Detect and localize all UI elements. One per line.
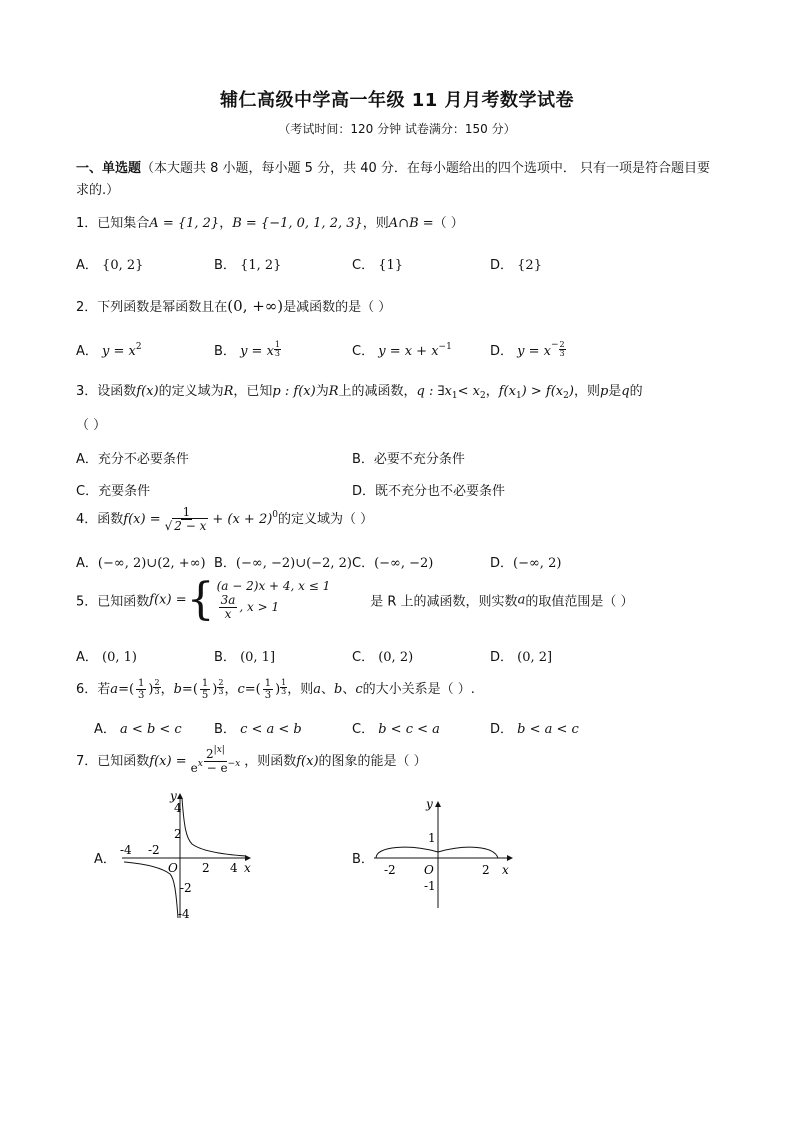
x-tick-label: 2	[482, 863, 490, 877]
option-value: a < b < c	[120, 722, 182, 737]
q3-blank: （ ）	[76, 418, 107, 433]
q6-expr-a: a	[110, 682, 119, 697]
origin-label: O	[424, 863, 434, 877]
denominator: 3	[264, 690, 272, 701]
option-label: B．	[214, 650, 236, 665]
q5-number: 5．	[76, 594, 98, 610]
option-label: A．	[76, 344, 98, 359]
option-value: c < a < b	[240, 722, 302, 737]
option-label: C．	[352, 650, 375, 665]
q6-var-a: a	[313, 682, 322, 697]
option-value: (−∞, −2)∪(−2, 2)	[235, 556, 352, 571]
option-value: b < a < c	[517, 722, 579, 737]
y-tick-label: 2	[174, 827, 182, 841]
q7-function: f(x) =	[149, 754, 187, 770]
q5-cases	[217, 579, 331, 622]
q2-option-a[interactable]	[76, 340, 142, 359]
q6-text-a: 若	[97, 682, 111, 697]
option-value: {1}	[378, 258, 404, 273]
q7-text-b: ，则函数	[244, 754, 297, 770]
option-value: (0, 1)	[102, 650, 137, 665]
option-label: D．	[490, 650, 514, 665]
option-label: A．	[76, 258, 98, 273]
q4-option-d[interactable]	[490, 552, 561, 571]
option-label: A．	[76, 556, 98, 571]
q7-function-2: f(x)	[296, 754, 319, 770]
option-label: C．	[76, 484, 99, 499]
question-7	[76, 745, 427, 776]
q1-text-b: ，则	[362, 216, 389, 231]
q7-option-a-label[interactable]: A．	[94, 852, 116, 867]
curve-left	[376, 847, 438, 858]
option-value: 充要条件	[98, 484, 151, 499]
option-value: 既不充分也不必要条件	[375, 484, 506, 499]
denominator: 5	[201, 690, 209, 701]
option-label: B．	[214, 258, 236, 273]
q5-case-2	[217, 594, 331, 621]
case-tail: , x > 1	[239, 600, 280, 615]
q3-proposition-q: q : ∃x	[416, 384, 452, 399]
q1-blank: （ ）	[433, 216, 464, 231]
q5-option-c[interactable]	[352, 646, 413, 665]
option-label: D．	[352, 484, 376, 499]
option-value: {1, 2}	[240, 258, 282, 273]
q1-option-c[interactable]	[352, 254, 403, 273]
q4-fraction	[163, 506, 211, 533]
option-value: {2}	[517, 258, 542, 273]
option-label: B．	[214, 556, 236, 571]
section-description: （本大题共 8 小题，每小题 5 分，共 40 分．在每小题给出的四个选项中． 只有一项是符合题目要求的.）	[76, 161, 711, 198]
numerator: 1	[264, 678, 272, 689]
q2-option-c[interactable]	[352, 340, 452, 359]
q6-frac-b	[200, 678, 210, 701]
option-label: C．	[352, 556, 375, 571]
q4-option-c[interactable]	[352, 552, 433, 571]
x-tick-label: -4	[120, 843, 132, 857]
q7-graph-a[interactable]	[118, 790, 258, 922]
q6-var-b: b	[334, 682, 343, 697]
question-1	[76, 212, 464, 231]
q5-text-b: 是 R 上的减函数，则实数	[370, 594, 518, 610]
y-tick-label: 4	[174, 801, 182, 815]
option-label: A．	[76, 650, 98, 665]
q3-proposition-p: p : f(x)	[272, 384, 316, 399]
question-5	[76, 574, 634, 625]
q6-option-b[interactable]	[214, 718, 302, 737]
x-axis-label: x	[502, 863, 509, 877]
option-value: (0, 1]	[240, 650, 276, 665]
option-base: y = x	[102, 344, 136, 359]
option-label: B．	[214, 722, 236, 737]
y-tick-label: -2	[180, 881, 192, 895]
q5-case-1: (a − 2)x + 4, x ≤ 1	[216, 578, 331, 593]
q4-function: f(x) =	[123, 512, 161, 528]
option-value: (0, 2)	[378, 650, 414, 665]
curve-right	[182, 798, 246, 856]
q6-eq-a: =(	[118, 682, 135, 697]
option-exponent-fraction	[274, 341, 281, 358]
option-value: (−∞, 2)	[513, 556, 562, 571]
q1-option-a[interactable]	[76, 254, 143, 273]
q3-text-d: 为	[315, 384, 329, 399]
section-heading	[76, 158, 716, 202]
q6-text-c: 的大小关系是（ ）.	[362, 682, 475, 697]
option-exponent: −1	[438, 342, 452, 352]
option-value: b < c < a	[378, 722, 440, 737]
exam-info: （考试时间：120 分钟 试卷满分：150 分）	[278, 122, 516, 136]
q3-option-c[interactable]	[76, 480, 150, 499]
q6-text-b: ，则	[287, 682, 314, 697]
numerator: 1	[201, 678, 209, 689]
q3-domain: R	[223, 384, 234, 399]
option-label: D．	[490, 556, 514, 571]
y-tick-label: -4	[178, 907, 190, 921]
option-label: A．	[94, 722, 116, 737]
q3-option-b[interactable]	[352, 448, 465, 467]
numerator-base: 2	[206, 747, 214, 761]
q3-number: 3．	[76, 384, 98, 399]
case-denominator: x	[224, 607, 232, 622]
denominator: 3	[138, 690, 145, 701]
q1-set-b: B = {−1, 0, 1, 2, 3}	[232, 216, 363, 231]
exp-denominator: 3	[559, 349, 565, 358]
option-value: {0, 2}	[102, 258, 144, 273]
numerator-exponent: |x|	[213, 745, 225, 755]
option-label: D．	[490, 344, 514, 359]
q3-inequality: f(x	[498, 384, 516, 399]
y-axis-label: y	[170, 790, 177, 803]
q4-number: 4．	[76, 512, 98, 528]
x-tick-label: 2	[202, 861, 210, 875]
q7-number: 7．	[76, 754, 98, 770]
q7-option-b-label[interactable]: B．	[352, 852, 374, 867]
q3-option-d[interactable]	[352, 480, 505, 499]
option-value: (−∞, 2)∪(2, +∞)	[97, 556, 206, 571]
q4-tail: + (x + 2)	[212, 512, 273, 528]
q5-piecewise	[186, 574, 331, 625]
exp-numerator: 2	[559, 340, 565, 349]
x-tick-label: -2	[148, 843, 160, 857]
q6-exp-c: $\frac{1}{3}$	[281, 678, 287, 696]
q3-text-a: 设函数	[97, 384, 137, 399]
q7-text-c: 的图象的能是（ ）	[318, 754, 427, 770]
option-base: y = x	[517, 344, 551, 359]
q2-text-b: 是减函数的是（ ）	[283, 300, 392, 315]
q1-set-a: A = {1, 2}	[149, 216, 220, 231]
q2-option-d[interactable]	[490, 340, 566, 359]
q3-text-f: ，则	[573, 384, 600, 399]
q6-expr-b: b	[173, 682, 182, 697]
option-value: 充分不必要条件	[97, 452, 189, 467]
sqrt-content: 2 − x	[174, 519, 207, 534]
q4-option-b[interactable]	[214, 552, 352, 571]
curve-right	[438, 847, 498, 858]
q6-option-c[interactable]	[352, 718, 440, 737]
q5-option-a[interactable]	[76, 646, 137, 665]
q3-function: f(x)	[136, 384, 159, 399]
q1-expr: A∩B =	[388, 216, 434, 231]
q6-option-a[interactable]	[94, 718, 182, 737]
exp-denominator: 3	[274, 349, 280, 358]
fraction-numerator: 1	[182, 505, 191, 519]
q5-option-b[interactable]	[214, 646, 275, 665]
q3-domain-2: R	[328, 384, 339, 399]
q2-number: 2．	[76, 300, 98, 315]
origin-label: O	[168, 861, 178, 875]
question-3: 3．设函数f(x)的定义域为R，已知p : f(x)为R上的减函数，q : $\exists x_1< x_2$，$f(x_1) > f(x_2)$，则p是q的	[76, 384, 643, 401]
q3-text-g: 是	[608, 384, 622, 399]
q6-number: 6．	[76, 682, 98, 697]
q3-inequality-2: ) > f(x	[521, 384, 564, 399]
q3-text-c: ，已知	[233, 384, 273, 399]
exp-numerator: 1	[274, 340, 280, 349]
q2-interval: (0, +∞)	[227, 297, 284, 315]
option-label: C．	[352, 344, 375, 359]
option-exponent: 2	[135, 342, 142, 352]
question-2	[76, 296, 391, 315]
q6-frac-c	[263, 678, 273, 701]
question-6: 6．若a=( $\frac{1}{3}$ ) $\frac{2}{3}$ ，b=( $\frac{1}{5}$ ) $\frac{2}{3}$ ，c=( $\frac{1}{3}$ ) $\frac{1}{3}$ ，则a、b、c的大小关系是（ ）.	[76, 678, 475, 701]
q2-option-b[interactable]	[214, 340, 281, 359]
q4-text-a: 函数	[97, 512, 124, 528]
q4-option-a[interactable]	[76, 552, 206, 571]
fraction-denominator: $e^x - e^{-x}$	[190, 759, 241, 776]
q3-text-e: 上的减函数，	[338, 384, 417, 399]
exp-sign: −	[551, 340, 559, 350]
option-base: y = x + x	[378, 344, 439, 359]
q5-function: f(x) =	[149, 592, 187, 608]
y-axis-label: y	[426, 797, 433, 811]
q3-condition: < x	[457, 384, 480, 399]
numerator: 1	[138, 678, 145, 689]
q3-text-h: 的	[629, 384, 643, 399]
case-numerator: 3a	[220, 593, 236, 608]
q1-text-a: 已知集合	[97, 216, 150, 231]
option-label: C．	[352, 722, 375, 737]
q6-exp-b: $\frac{2}{3}$	[218, 678, 224, 696]
option-label: D．	[490, 258, 514, 273]
q6-frac-a	[136, 678, 146, 701]
q5-option-d[interactable]	[490, 646, 552, 665]
question-4	[76, 506, 373, 533]
q2-text-a: 下列函数是幂函数且在	[97, 300, 228, 315]
q1-number: 1．	[76, 216, 98, 231]
q6-var-c: c	[355, 682, 363, 697]
x-tick-label: -2	[384, 863, 396, 877]
q6-expr-c: c	[237, 682, 245, 697]
option-label: D．	[490, 722, 514, 737]
q1-comma: ，	[219, 216, 233, 231]
option-label: A．	[76, 452, 98, 467]
q5-variable: a	[517, 592, 526, 608]
page-title: 辅仁高级中学高一年级 11 月月考数学试卷	[219, 90, 575, 111]
q5-text-a: 已知函数	[97, 594, 150, 610]
option-value: (0, 2]	[517, 650, 553, 665]
q1-option-b[interactable]	[214, 254, 281, 273]
option-value: 必要不充分条件	[373, 452, 465, 467]
option-base: y = x	[240, 344, 274, 359]
option-label: C．	[352, 258, 375, 273]
q3-option-a[interactable]	[76, 448, 189, 467]
option-label: B．	[352, 452, 374, 467]
option-label: B．	[214, 344, 236, 359]
option-exponent-fraction	[559, 341, 566, 358]
q6-option-d[interactable]	[490, 718, 579, 737]
q4-tail-exponent: 0	[272, 510, 279, 521]
x-axis-label: x	[244, 861, 251, 875]
q7-fraction	[189, 745, 243, 776]
section-title: 一、单选题	[76, 161, 142, 176]
q6-exp-a: $\frac{2}{3}$	[154, 678, 160, 696]
fraction-denominator: √ 2 − x	[164, 519, 207, 534]
q7-graph-b[interactable]	[370, 796, 516, 912]
q1-option-d[interactable]	[490, 254, 542, 273]
x-tick-label: 4	[230, 861, 238, 875]
q3-text-b: 的定义域为	[158, 384, 224, 399]
q7-text-a: 已知函数	[97, 754, 150, 770]
q4-text-b: 的定义域为（ ）	[278, 512, 374, 528]
q5-text-c: 的取值范围是（ ）	[525, 594, 634, 610]
y-tick-label: -1	[424, 879, 436, 893]
option-value: (−∞, −2)	[374, 556, 434, 571]
y-tick-label: 1	[428, 831, 436, 845]
case-fraction	[219, 594, 238, 621]
denominator-base: e	[190, 761, 198, 776]
left-brace: {	[186, 574, 215, 625]
